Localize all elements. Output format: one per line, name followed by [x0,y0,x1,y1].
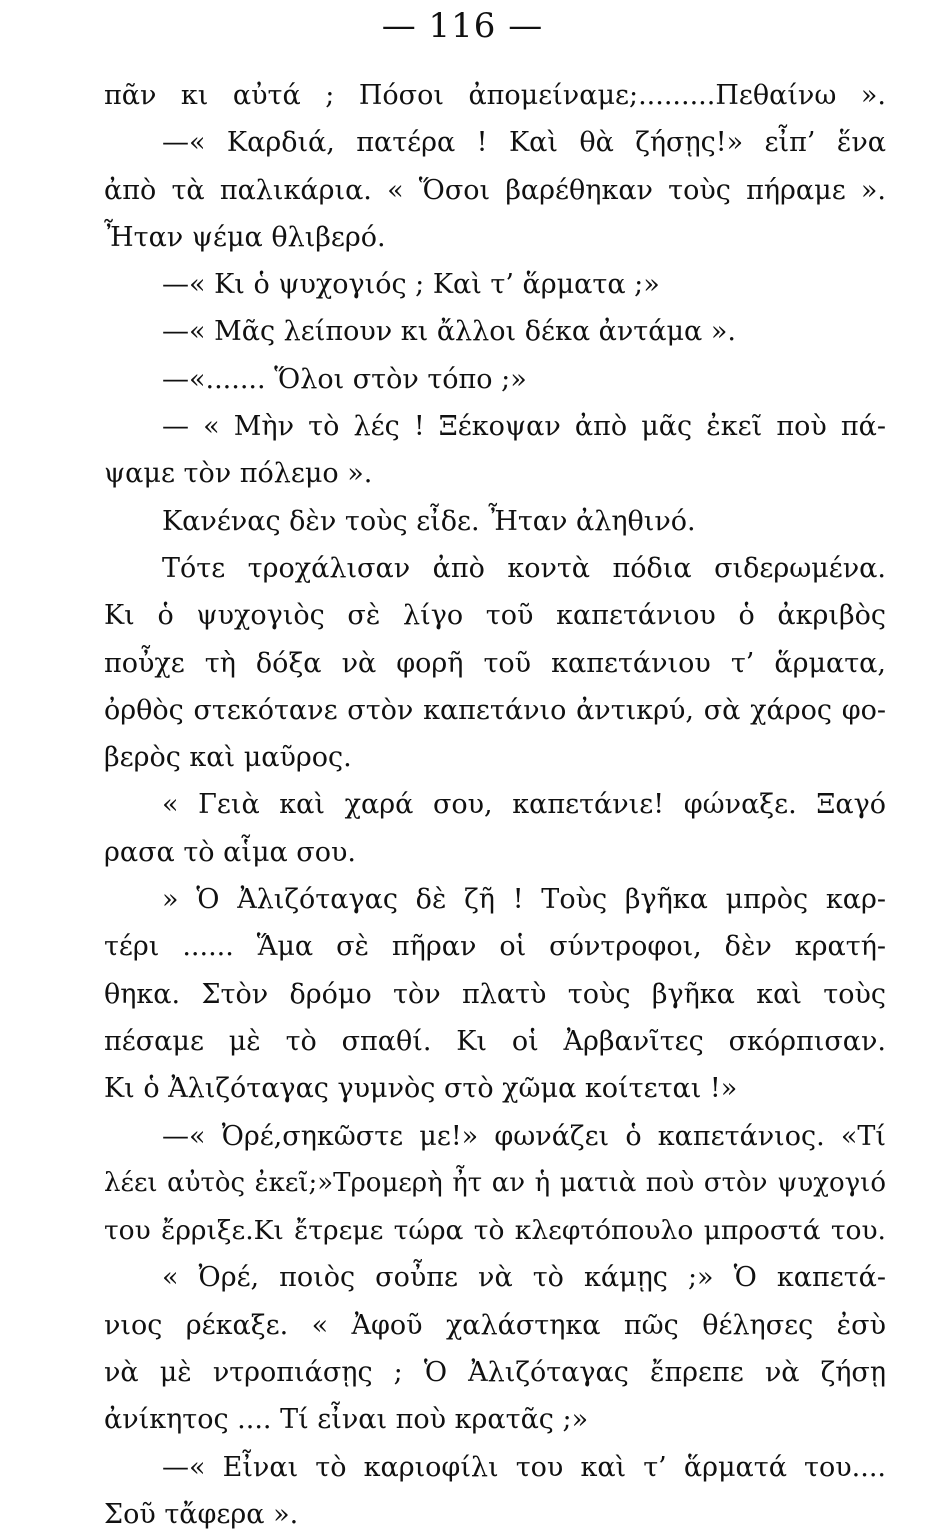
text-line: —« Κι ὁ ψυχογιός ; Καὶ τ’ ἅρματα ;» [162,269,660,301]
text-line: Κι ὁ ψυχογιὸς σὲ λίγο τοῦ καπετάνιου ὁ ἀκριβὸς [104,600,886,632]
text-line: πέσαμε μὲ τὸ σπαθί. Κι οἱ Ἀρβανῖτες σκόρπισαν. [104,1025,886,1057]
text-line: Κι ὁ Ἀλιζόταγας γυμνὸς στὸ χῶμα κοίτεται !» [104,1073,738,1105]
text-line: —« Καρδιά, πατέρα ! Καὶ θὰ ζήσῃς!» εἶπ’ ἕνα [162,127,886,159]
text-line: —«....... Ὅλοι στὸν τόπο ;» [162,363,527,395]
text-line: πᾶν κι αὐτά ; Πόσοι ἀπομείναμε;.........Πεθαίνω ». [104,80,886,111]
text-line: « Ὀρέ, ποιὸς σοὖπε νὰ τὸ κάμῃς ;» Ὁ καπετά- [162,1262,886,1294]
text-line: —« Μᾶς λείπουν κι ἄλλοι δέκα ἀντάμα ». [162,316,736,348]
body-text [104,72,886,1538]
text-line: νὰ μὲ ντροπιάσῃς ; Ὁ Ἀλιζόταγας ἔπρεπε νὰ ζήσῃ [104,1357,886,1389]
text-line: ἀνίκητος .... Τί εἶναι ποὺ κρατᾶς ;» [104,1404,589,1436]
text-line: « Γειὰ καὶ χαρά σου, καπετάνιε! φώναξε. Ξαγό [162,789,886,821]
text-line: —« Ὀρέ,σηκῶστε με!» φωνάζει ὁ καπετάνιος. «Τί [162,1120,886,1152]
text-line: λέει αὐτὸς ἐκεῖ;»Τρομερὴ ἦτ αν ἡ ματιὰ ποὺ στὸν ψυχογιό [104,1167,886,1198]
text-line: ρασα τὸ αἷμα σου. [104,836,356,868]
page-number: — 116 — [381,6,544,46]
text-line: ὀρθὸς στεκότανε στὸν καπετάνιο ἀντικρύ, σὰ χάρος φο- [104,694,886,726]
text-line: βερὸς καὶ μαῦρος. [104,742,352,774]
text-line: Ἦταν ψέμα θλιβερό. [104,221,386,253]
text-line: του ἔρριξε.Κι ἔτρεμε τώρα τὸ κλεφτόπουλο μπροστά του. [104,1215,886,1247]
text-line: τέρι ...... Ἅμα σὲ πῆραν οἱ σύντροφοι, δὲν κρατή- [104,931,886,963]
text-line: Τότε τροχάλισαν ἀπὸ κοντὰ πόδια σιδερωμένα. [162,552,886,584]
text-line: ποὖχε τὴ δόξα νὰ φορῆ τοῦ καπετάνιου τ’ ἅρματα, [104,647,886,679]
text-line: —« Εἶναι τὸ καριοφίλι του καὶ τ’ ἅρματά του.... [162,1451,886,1483]
text-line: ἀπὸ τὰ παλικάρια. « Ὅσοι βαρέθηκαν τοὺς πήραμε ». [104,174,886,206]
text-line: θηκα. Στὸν δρόμο τὸν πλατὺ τοὺς βγῆκα καὶ τοὺς [104,978,886,1010]
text-line: νιος ρέκαξε. « Ἀφοῦ χαλάστηκα πῶς θέλησες ἐσὺ [104,1309,886,1341]
text-line: » Ὁ Ἀλιζόταγας δὲ ζῆ ! Τοὺς βγῆκα μπρὸς καρ- [162,884,886,916]
text-line: — « Μὴν τὸ λές ! Ξέκοψαν ἀπὸ μᾶς ἐκεῖ ποὺ πά- [162,411,886,443]
text-line: Κανένας δὲν τοὺς εἶδε. Ἦταν ἀληθινό. [162,505,696,537]
text-line: Σοῦ τἄφερα ». [104,1498,299,1530]
text-line: ψαμε τὸν πόλεμο ». [104,458,373,490]
